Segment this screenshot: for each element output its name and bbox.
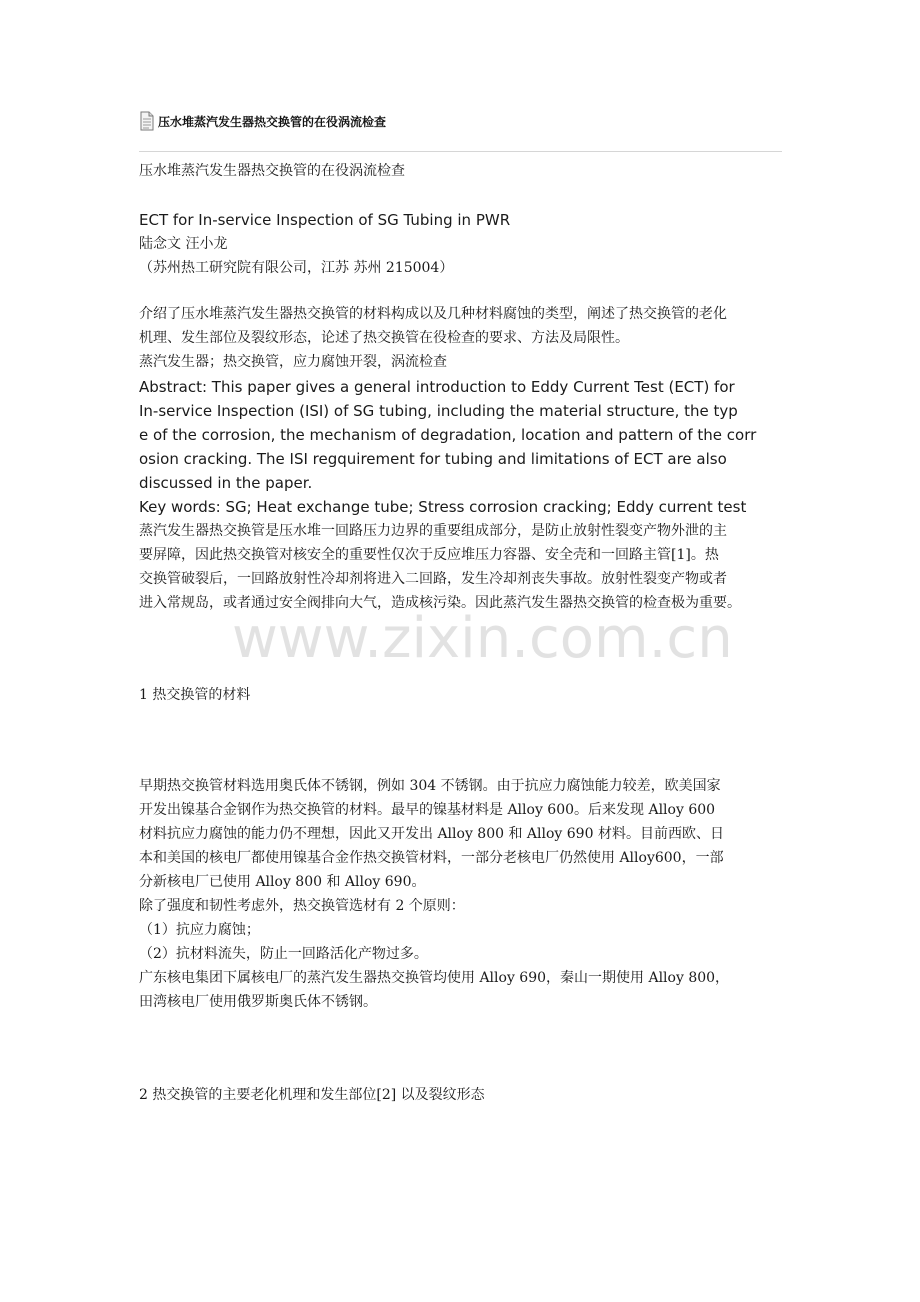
keywords-en: Key words: SG; Heat exchange tube; Stress corrosion cracking; Eddy current test bbox=[139, 498, 747, 516]
intro-line: 要屏障，因此热交换管对核安全的重要性仅次于反应堆压力容器、安全壳和一回路主管[1]。热 bbox=[139, 547, 719, 563]
abstract-cn-line: 机理、发生部位及裂纹形态，论述了热交换管在役检查的要求、方法及局限性。 bbox=[139, 330, 629, 346]
header-divider bbox=[139, 151, 782, 152]
section1-line: 本和美国的核电厂都使用镍基合金作热交换管材料，一部分老核电厂仍然使用 Alloy600，一部 bbox=[139, 850, 724, 866]
section1-line: 材料抗应力腐蚀的能力仍不理想，因此又开发出 Alloy 800 和 Alloy 690 材料。目前西欧、日 bbox=[139, 826, 724, 842]
document-icon bbox=[139, 111, 155, 131]
section1-heading: 1 热交换管的材料 bbox=[139, 687, 251, 703]
header-row bbox=[139, 110, 386, 132]
intro-line: 进入常规岛，或者通过安全阀排向大气，造成核污染。因此蒸汽发生器热交换管的检查极为重要。 bbox=[139, 595, 741, 611]
header-title[interactable]: 压水堆蒸汽发生器热交换管的在役涡流检查 bbox=[158, 114, 387, 129]
section1-line: 分新核电厂已使用 Alloy 800 和 Alloy 690。 bbox=[139, 874, 426, 890]
abstract-en-line: In-service Inspection (ISI) of SG tubing, including the material structure, the typ bbox=[139, 402, 738, 420]
section1-line: 田湾核电厂使用俄罗斯奥氏体不锈钢。 bbox=[139, 994, 377, 1010]
abstract-cn-line: 介绍了压水堆蒸汽发生器热交换管的材料构成以及几种材料腐蚀的类型，阐述了热交换管的老化 bbox=[139, 306, 727, 322]
section1-line: （2）抗材料流失，防止一回路活化产物过多。 bbox=[139, 946, 428, 962]
section1-line: 广东核电集团下属核电厂的蒸汽发生器热交换管均使用 Alloy 690，秦山一期使用 Alloy 800， bbox=[139, 970, 730, 986]
abstract-en-line: Abstract: This paper gives a general introduction to Eddy Current Test (ECT) for bbox=[139, 378, 735, 396]
section1-line: 早期热交换管材料选用奥氏体不锈钢，例如 304 不锈钢。由于抗应力腐蚀能力较差，欧美国家 bbox=[139, 778, 721, 794]
section1-line: 除了强度和韧性考虑外，热交换管选材有 2 个原则： bbox=[139, 898, 465, 914]
article-title-en: ECT for In-service Inspection of SG Tubing in PWR bbox=[139, 211, 511, 229]
section2-heading: 2 热交换管的主要老化机理和发生部位[2] 以及裂纹形态 bbox=[139, 1087, 485, 1103]
keywords-cn: 蒸汽发生器；热交换管，应力腐蚀开裂，涡流检查 bbox=[139, 354, 447, 370]
intro-line: 交换管破裂后，一回路放射性冷却剂将进入二回路，发生冷却剂丧失事故。放射性裂变产物或者 bbox=[139, 571, 727, 587]
abstract-en-line: discussed in the paper. bbox=[139, 474, 313, 492]
watermark: www.zixin.com.cn bbox=[232, 606, 733, 671]
abstract-en-line: osion cracking. The ISI regquirement for tubing and limitations of ECT are also bbox=[139, 450, 727, 468]
section1-line: 开发出镍基合金钢作为热交换管的材料。最早的镍基材料是 Alloy 600。后来发现 Alloy 600 bbox=[139, 802, 716, 818]
article-authors: 陆念文 汪小龙 bbox=[139, 236, 228, 252]
article-title-cn: 压水堆蒸汽发生器热交换管的在役涡流检查 bbox=[139, 163, 405, 179]
intro-line: 蒸汽发生器热交换管是压水堆一回路压力边界的重要组成部分，是防止放射性裂变产物外泄的主 bbox=[139, 523, 727, 539]
abstract-en-line: e of the corrosion, the mechanism of degradation, location and pattern of the corr bbox=[139, 426, 757, 444]
article-affiliation: （苏州热工研究院有限公司，江苏 苏州 215004） bbox=[139, 260, 454, 276]
section1-line: （1）抗应力腐蚀； bbox=[139, 922, 260, 938]
